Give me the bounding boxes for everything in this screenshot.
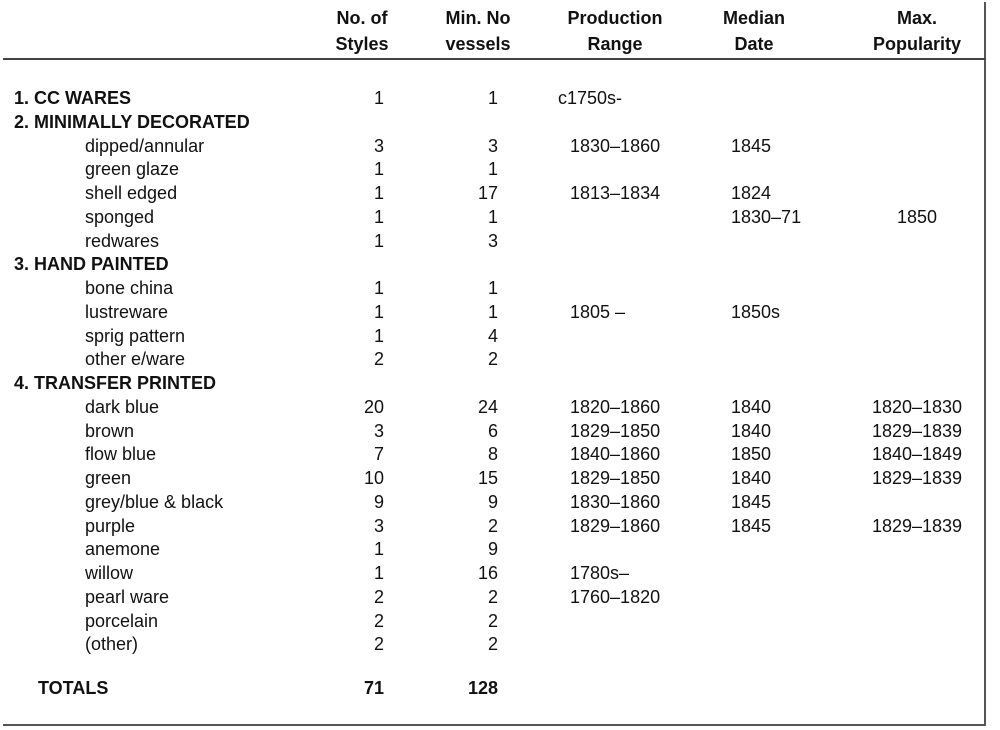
row-vessels-cell: 1 [487,159,498,179]
row-vessels-cell: 24 [477,397,498,417]
row-label: green glaze [85,159,180,179]
row-styles-cell: 10 [363,468,384,488]
row-label: flow blue [85,444,157,464]
header-production-line1: Production [567,8,663,28]
row-median-cell: 1840 [731,468,772,488]
row-median-cell: 1850s [731,302,781,322]
header-styles [330,5,394,57]
row-production-cell: 1829–1850 [570,421,661,441]
header-styles-line2: Styles [335,34,389,54]
row-label: porcelain [85,611,159,631]
row-label: sponged [85,207,155,227]
row-median-cell: 1830–71 [731,207,802,227]
row-label: other e/ware [85,349,186,369]
row-vessels-cell: 1 [487,88,498,108]
row-popularity-cell: 1850 [896,207,938,227]
header-popularity [862,5,972,57]
row-label: redwares [85,231,160,251]
header-vessels [438,5,518,57]
row-production-cell: 1820–1860 [570,397,661,417]
row-styles-cell: 3 [373,421,384,441]
row-styles-cell: 1 [373,231,384,251]
row-label: pearl ware [85,587,170,607]
row-label: willow [85,563,134,583]
row-styles-cell: 2 [373,349,384,369]
row-popularity-cell: 1829–1839 [871,468,963,488]
row-production-cell: 1780s– [570,563,630,583]
row-median-cell: 1840 [731,421,772,441]
row-label: sprig pattern [85,326,186,346]
header-median-line2: Date [734,34,774,54]
row-styles-cell: 1 [373,563,384,583]
row-production-cell: c1750s- [558,88,623,108]
row-vessels-cell: 1 [487,278,498,298]
row-styles-cell: 9 [373,492,384,512]
row-styles-cell: 1 [373,183,384,203]
row-vessels-cell: 17 [477,183,498,203]
row-production-cell: 1813–1834 [570,183,661,203]
row-styles-cell: 1 [373,539,384,559]
row-styles-cell: 1 [373,326,384,346]
row-median-cell: 1845 [731,492,772,512]
row-styles-cell: 1 [373,88,384,108]
header-production [557,5,673,57]
row-styles-cell: 7 [373,444,384,464]
row-styles-cell: 20 [363,397,384,417]
row-popularity-cell: 1840–1849 [871,444,963,464]
row-label: bone china [85,278,174,298]
totals-vessels: 128 [467,678,498,698]
row-production-cell: 1830–1860 [570,136,661,156]
row-styles-cell: 1 [373,207,384,227]
row-label: dark blue [85,397,160,417]
row-median-cell: 1845 [731,516,772,536]
row-styles-cell: 1 [373,278,384,298]
header-median-line1: Median [722,8,785,28]
row-vessels-cell: 2 [487,349,498,369]
row-label: brown [85,421,135,441]
row-styles-cell: 2 [373,611,384,631]
row-label: purple [85,516,136,536]
row-vessels-cell: 1 [487,302,498,322]
row-label: dipped/annular [85,136,205,156]
section-heading: 3. HAND PAINTED [14,254,169,274]
row-vessels-cell: 2 [487,611,498,631]
row-vessels-cell: 1 [487,207,498,227]
row-median-cell: 1824 [731,183,772,203]
row-styles-cell: 2 [373,634,384,654]
row-popularity-cell: 1820–1830 [871,397,963,417]
row-vessels-cell: 15 [477,468,498,488]
section-heading: 2. MINIMALLY DECORATED [14,112,250,132]
row-label: shell edged [85,183,178,203]
row-label: (other) [85,634,139,654]
row-vessels-cell: 8 [487,444,498,464]
row-production-cell: 1829–1860 [570,516,661,536]
section-heading: 4. TRANSFER PRINTED [14,373,217,393]
row-median-cell: 1840 [731,397,772,417]
row-styles-cell: 3 [373,516,384,536]
row-popularity-cell: 1829–1839 [871,421,963,441]
header-vessels-line1: Min. No [445,8,511,28]
header-rule [3,58,986,60]
header-popularity-line2: Popularity [872,34,961,54]
row-label: lustreware [85,302,169,322]
header-median [712,5,796,57]
row-production-cell: 1760–1820 [570,587,661,607]
totals-styles: 71 [363,678,384,698]
row-label: anemone [85,539,161,559]
row-vessels-cell: 9 [487,539,498,559]
row-vessels-cell: 4 [487,326,498,346]
row-vessels-cell: 2 [487,587,498,607]
row-vessels-cell: 2 [487,634,498,654]
header-vessels-line2: vessels [445,34,511,54]
row-styles-cell: 3 [373,136,384,156]
row-vessels-cell: 3 [487,231,498,251]
row-median-cell: 1850 [731,444,772,464]
row-production-cell: 1840–1860 [570,444,661,464]
row-label: green [85,468,132,488]
row-vessels-cell: 3 [487,136,498,156]
header-popularity-line1: Max. [896,8,938,28]
header-production-line2: Range [587,34,643,54]
totals-label: TOTALS [38,678,109,698]
row-vessels-cell: 6 [487,421,498,441]
row-production-cell: 1805 – [570,302,626,322]
row-styles-cell: 1 [373,302,384,322]
row-label: grey/blue & black [85,492,224,512]
row-median-cell: 1845 [731,136,772,156]
row-styles-cell: 2 [373,587,384,607]
row-styles-cell: 1 [373,159,384,179]
row-vessels-cell: 2 [487,516,498,536]
header-styles-line1: No. of [336,8,388,28]
section-heading: 1. CC WARES [14,88,132,108]
row-production-cell: 1830–1860 [570,492,661,512]
row-production-cell: 1829–1850 [570,468,661,488]
row-vessels-cell: 16 [477,563,498,583]
row-vessels-cell: 9 [487,492,498,512]
row-popularity-cell: 1829–1839 [871,516,963,536]
